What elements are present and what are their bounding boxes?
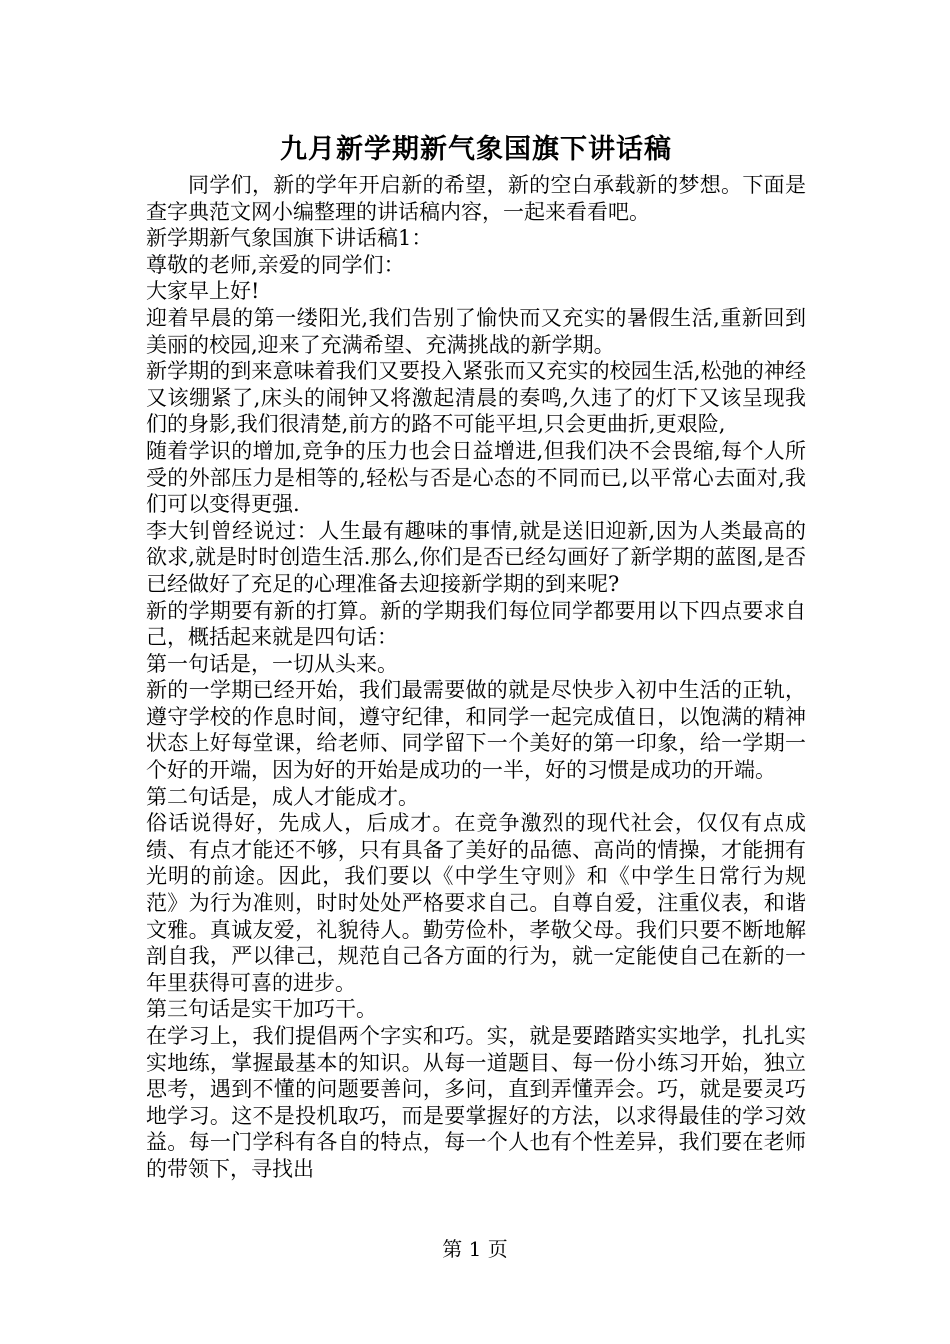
paragraph: 新学期新气象国旗下讲话稿1：	[146, 226, 433, 251]
paragraph: 李大钊曾经说过：人生最有趣味的事情,就是送旧迎新,因为人类最高的欲求,就是时时创造生活.那么,你们是否已经勾画好了新学期的蓝图,是否已经做好了充足的心理准备去迎接新学期的到来呢?	[146, 518, 806, 596]
paragraph: 新学期的到来意味着我们又要投入紧张而又充实的校园生活,松弛的神经又该绷紧了,床头的闹钟又将激起清晨的奏鸣,久违了的灯下又该呈现我们的身影,我们很清楚,前方的路不可能平坦,只会更曲折,更艰险,	[146, 359, 806, 437]
paragraph: 同学们，新的学年开启新的希望，新的空白承载新的梦想。下面是查字典范文网小编整理的讲话稿内容，一起来看看吧。	[146, 173, 806, 224]
page-number: 第 1 页	[442, 1237, 508, 1261]
paragraph: 第二句话是，成人才能成才。	[146, 784, 419, 809]
paragraph: 第三句话是实干加巧干。	[146, 997, 377, 1022]
document-body	[146, 172, 806, 1183]
paragraph: 大家早上好!	[146, 279, 260, 304]
paragraph: 迎着早晨的第一缕阳光,我们告别了愉快而又充实的暑假生活,重新回到美丽的校园,迎来了充满希望、充满挑战的新学期。	[146, 305, 806, 357]
paragraph: 在学习上，我们提倡两个字实和巧。实，就是要踏踏实实地学，扎扎实实地练，掌握最基本的知识。从每一道题目、每一份小练习开始，独立思考，遇到不懂的问题要善问，多问，直到弄懂弄会。巧，就是要灵巧地学习。这不是投机取巧，而是要掌握好的方法，以求得最佳的学习效益。每一门学科有各自的特点，每一个人也有个性差异，我们要在老师的带领下，寻找出	[146, 1024, 806, 1181]
paragraph: 新的一学期已经开始，我们最需要做的就是尽快步入初中生活的正轨，遵守学校的作息时间，遵守纪律，和同学一起完成值日，以饱满的精神状态上好每堂课，给老师、同学留下一个美好的第一印象，给一学期一个好的开端，因为好的开始是成功的一半，好的习惯是成功的开端。	[146, 678, 806, 783]
paragraph: 新的学期要有新的打算。新的学期我们每位同学都要用以下四点要求自己，概括起来就是四句话：	[146, 598, 806, 650]
document-page	[146, 128, 806, 1183]
document-title: 九月新学期新气象国旗下讲话稿	[280, 134, 672, 165]
paragraph: 随着学识的增加,竞争的压力也会日益增进,但我们决不会畏缩,每个人所受的外部压力是相等的,轻松与否是心态的不同而已,以平常心去面对,我们可以变得更强.	[146, 438, 806, 517]
paragraph: 尊敬的老师,亲爱的同学们：	[146, 252, 405, 277]
paragraph: 俗话说得好，先成人，后成才。在竞争激烈的现代社会，仅仅有点成绩、有点才能还不够，只有具备了美好的品德、高尚的情操，才能拥有光明的前途。因此，我们要以《中学生守则》和《中学生日常行为规范》为行为准则，时时处处严格要求自己。自尊自爱，注重仪表，和谐文雅。真诚友爱，礼貌待人。勤劳俭朴，孝敬父母。我们只要不断地解剖自我，严以律己，规范自己各方面的行为，就一定能使自己在新的一年里获得可喜的进步。	[146, 811, 806, 995]
paragraph: 第一句话是，一切从头来。	[146, 651, 398, 676]
